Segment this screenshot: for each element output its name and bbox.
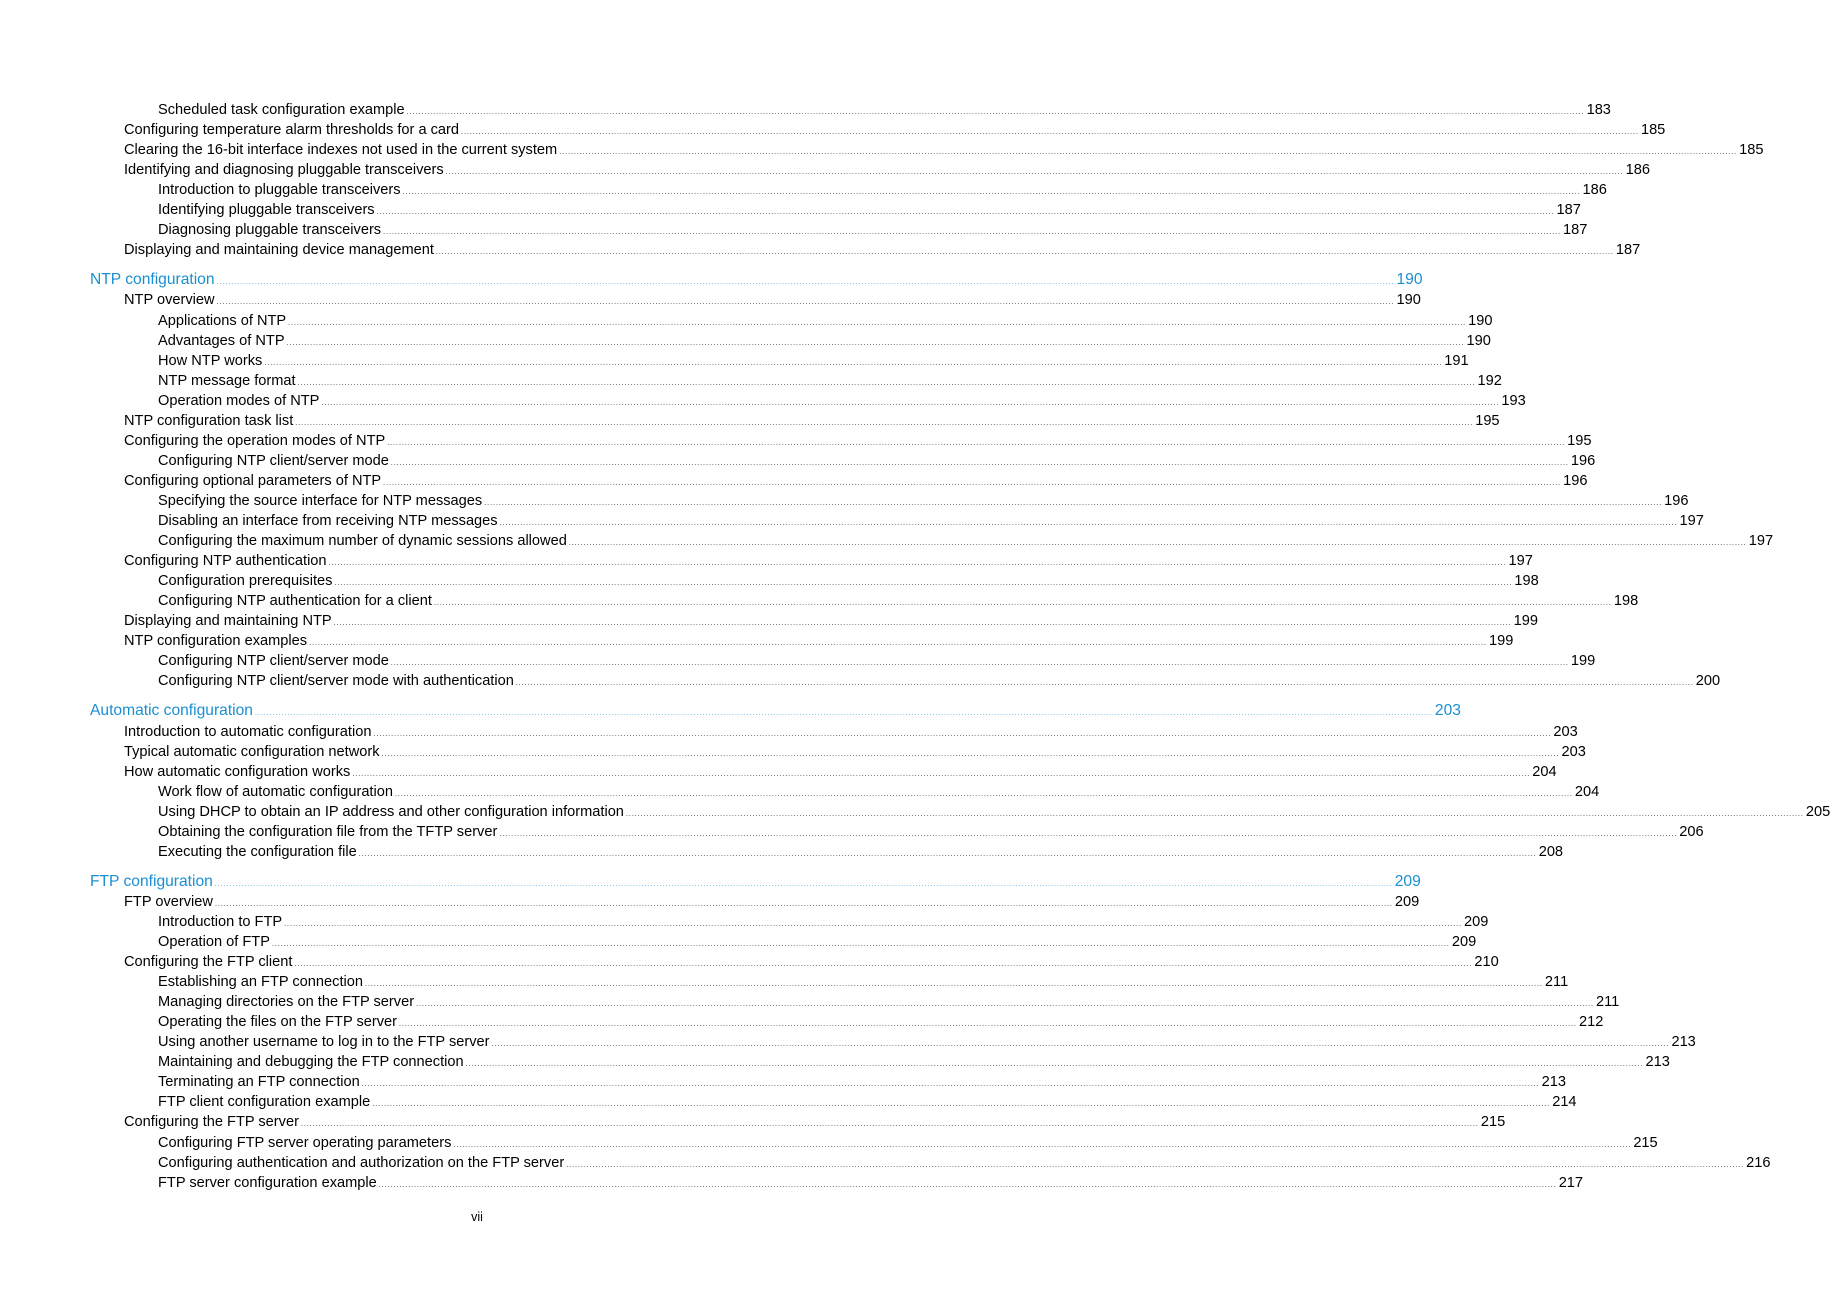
dot-leader: ................................................................................................................................................................................................................................................................................................................................................................................................................ [333, 620, 1512, 628]
dot-leader: ................................................................................................................................................................................................................................................................................................................................................................................................................ [416, 1001, 1594, 1009]
toc-entry-title: NTP configuration examples [124, 633, 308, 650]
dot-leader: ................................................................................................................................................................................................................................................................................................................................................................................................................ [435, 249, 1614, 257]
toc-entry-link[interactable] [124, 140, 1764, 160]
toc-entry-link[interactable] [158, 1173, 1584, 1193]
toc-entry-link[interactable] [124, 631, 1514, 651]
toc-entry-link[interactable] [124, 290, 1421, 310]
dot-leader: ................................................................................................................................................................................................................................................................................................................................................................................................................ [214, 880, 1393, 888]
toc-page-number: 197 [1679, 513, 1704, 529]
toc-page-number: 205 [1805, 803, 1830, 820]
dot-leader: ................................................................................................................................................................................................................................................................................................................................................................................................................ [214, 900, 1393, 908]
toc-page-number: 209 [1464, 913, 1489, 930]
toc-entry-title: Operation modes of NTP [158, 392, 320, 409]
dot-leader: ................................................................................................................................................................................................................................................................................................................................................................................................................ [361, 1081, 1540, 1089]
toc-chapter-link[interactable] [90, 872, 1421, 892]
dot-leader: ................................................................................................................................................................................................................................................................................................................................................................................................................ [566, 1161, 1745, 1169]
toc-page-number: 196 [1570, 452, 1596, 469]
toc-entry-title: Configuring temperature alarm thresholds for a card [124, 122, 460, 139]
dot-leader: ................................................................................................................................................................................................................................................................................................................................................................................................................ [390, 459, 1569, 467]
dot-leader: ................................................................................................................................................................................................................................................................................................................................................................................................................ [387, 439, 1566, 447]
toc-page-number: 213 [1645, 1054, 1670, 1071]
toc-page-number: 185 [1640, 122, 1666, 139]
toc-entry-title: NTP message format [158, 372, 296, 389]
toc-entry-title: FTP overview [124, 893, 213, 910]
toc-entry-title: Obtaining the configuration file from the TFTP server [158, 823, 498, 840]
toc-page-number: 190 [1466, 332, 1491, 349]
toc-page-number: 192 [1477, 372, 1502, 389]
toc-entry-link[interactable] [124, 411, 1500, 431]
toc-entry-title: FTP client configuration example [158, 1094, 371, 1111]
toc-entry-link[interactable] [158, 100, 1611, 120]
toc-page-number: 213 [1541, 1074, 1567, 1091]
toc-entry-link[interactable] [158, 531, 1774, 551]
toc-entry-title: Establishing an FTP connection [158, 974, 363, 991]
dot-leader: ................................................................................................................................................................................................................................................................................................................................................................................................................ [394, 790, 1573, 798]
toc-entry-title: Configuring NTP authentication [124, 553, 327, 570]
toc-entry-link[interactable] [158, 571, 1539, 591]
toc-entry-link[interactable] [158, 311, 1493, 331]
dot-leader: ................................................................................................................................................................................................................................................................................................................................................................................................................ [484, 499, 1663, 507]
toc-page-number: 199 [1570, 653, 1596, 670]
toc-entry-title: Configuring authentication and authorization on the FTP server [158, 1154, 565, 1171]
toc-entry-title: Configuring NTP client/server mode [158, 653, 389, 670]
toc-entry-link[interactable] [158, 371, 1502, 391]
toc-page-number: 210 [1474, 954, 1499, 971]
dot-leader: ................................................................................................................................................................................................................................................................................................................................................................................................................ [378, 1181, 1557, 1189]
toc-entry-title: Configuring NTP client/server mode [158, 452, 389, 469]
toc-entry-title: Maintaining and debugging the FTP connection [158, 1054, 464, 1071]
toc-entry-title: Using another username to log in to the FTP server [158, 1034, 490, 1051]
toc-entry-link[interactable] [124, 240, 1641, 260]
toc-page-number: 197 [1508, 553, 1533, 570]
toc-entry-link[interactable] [158, 1133, 1658, 1153]
toc-entry-title: FTP configuration [90, 872, 213, 890]
dot-leader: ................................................................................................................................................................................................................................................................................................................................................................................................................ [376, 209, 1555, 217]
dot-leader: ................................................................................................................................................................................................................................................................................................................................................................................................................ [352, 770, 1531, 778]
dot-leader: ................................................................................................................................................................................................................................................................................................................................................................................................................ [381, 750, 1560, 758]
toc-page-number: 215 [1480, 1114, 1506, 1131]
toc-entry-link[interactable] [124, 892, 1420, 912]
toc-entry-link[interactable] [158, 391, 1526, 411]
toc-page-number: 216 [1746, 1154, 1771, 1171]
toc-entry-link[interactable] [158, 992, 1620, 1012]
toc-entry-link[interactable] [124, 431, 1592, 451]
toc-page-number: 198 [1514, 573, 1539, 590]
toc-page-number: 208 [1538, 843, 1564, 860]
toc-page-number: 191 [1444, 352, 1469, 369]
dot-leader: ................................................................................................................................................................................................................................................................................................................................................................................................................ [433, 600, 1612, 608]
toc-page-number: 190 [1468, 312, 1493, 329]
toc-page-number: 199 [1513, 613, 1538, 630]
toc-entry-title: Typical automatic configuration network [124, 743, 380, 760]
toc-page-number: 190 [1396, 292, 1421, 309]
dot-leader: ................................................................................................................................................................................................................................................................................................................................................................................................................ [373, 730, 1552, 738]
toc-page-number: 203 [1434, 702, 1461, 720]
toc-page-number: 199 [1489, 633, 1514, 650]
toc-entry-title: Advantages of NTP [158, 332, 285, 349]
toc-page-number: 183 [1586, 102, 1611, 118]
toc-chapter-link[interactable] [90, 701, 1461, 721]
dot-leader: ................................................................................................................................................................................................................................................................................................................................................................................................................ [491, 1041, 1670, 1049]
dot-leader: ................................................................................................................................................................................................................................................................................................................................................................................................................ [390, 660, 1569, 668]
toc-entry-link[interactable] [158, 180, 1607, 200]
dot-leader: ................................................................................................................................................................................................................................................................................................................................................................................................................ [328, 560, 1507, 568]
toc-entry-link[interactable] [158, 1072, 1567, 1092]
toc-entry-link[interactable] [158, 972, 1569, 992]
toc-page-number: 187 [1556, 202, 1581, 219]
toc-page-number: 193 [1501, 392, 1526, 409]
toc-entry-link[interactable] [158, 511, 1704, 531]
dot-leader: ................................................................................................................................................................................................................................................................................................................................................................................................................ [499, 520, 1678, 527]
toc-entry-title: Introduction to automatic configuration [124, 723, 372, 740]
toc-entry-link[interactable] [158, 1052, 1670, 1072]
toc-entry-title: Diagnosing pluggable transceivers [158, 222, 382, 239]
toc-entry-title: Configuring FTP server operating parameters [158, 1134, 452, 1151]
toc-page-number: 187 [1563, 222, 1588, 239]
toc-entry-title: Configuring NTP client/server mode with authentication [158, 673, 514, 690]
toc-page-number: 196 [1563, 472, 1588, 489]
toc-entry-link[interactable] [158, 651, 1596, 671]
toc-entry-link[interactable] [158, 842, 1564, 862]
dot-leader: ................................................................................................................................................................................................................................................................................................................................................................................................................ [321, 399, 1500, 407]
dot-leader: ................................................................................................................................................................................................................................................................................................................................................................................................................ [271, 941, 1450, 948]
toc-page-number: 206 [1679, 823, 1704, 840]
toc-entry-link[interactable] [158, 671, 1721, 691]
toc-entry-title: Applications of NTP [158, 312, 287, 329]
toc-page-number: 203 [1553, 723, 1578, 740]
dot-leader: ................................................................................................................................................................................................................................................................................................................................................................................................................ [216, 299, 1395, 307]
toc-entry-link[interactable] [158, 451, 1596, 471]
toc-entry-link[interactable] [158, 591, 1639, 611]
dot-leader: ................................................................................................................................................................................................................................................................................................................................................................................................................ [288, 319, 1467, 327]
dot-leader: ................................................................................................................................................................................................................................................................................................................................................................................................................ [625, 810, 1804, 818]
dot-leader: ................................................................................................................................................................................................................................................................................................................................................................................................................ [286, 339, 1465, 347]
toc-entry-title: Displaying and maintaining device management [124, 242, 434, 259]
toc-entry-link[interactable] [158, 1032, 1696, 1052]
toc-entry-link[interactable] [124, 952, 1499, 972]
toc-entry-link[interactable] [124, 471, 1588, 491]
toc-entry-link[interactable] [158, 200, 1581, 220]
toc-entry-title: Configuring the FTP client [124, 954, 293, 971]
toc-entry-title: Work flow of automatic configuration [158, 783, 393, 800]
toc-entry-link[interactable] [158, 802, 1830, 822]
toc-page-number: 190 [1396, 271, 1423, 289]
dot-leader: ................................................................................................................................................................................................................................................................................................................................................................................................................ [445, 169, 1624, 177]
toc-page-number: 211 [1544, 974, 1569, 991]
toc-entry-title: Displaying and maintaining NTP [124, 613, 332, 630]
toc-entry-title: Executing the configuration file [158, 843, 357, 860]
toc-entry-title: Introduction to FTP [158, 913, 283, 930]
dot-leader: ................................................................................................................................................................................................................................................................................................................................................................................................................ [297, 379, 1476, 387]
toc-entry-link[interactable] [158, 1153, 1771, 1173]
toc-entry-title: Scheduled task configuration example [158, 102, 405, 118]
toc-entry-link[interactable] [124, 120, 1666, 140]
toc-entry-title: Disabling an interface from receiving NTP messages [158, 513, 498, 529]
toc-entry-title: Operation of FTP [158, 934, 270, 950]
dot-leader: ................................................................................................................................................................................................................................................................................................................................................................................................................ [216, 279, 1395, 287]
dot-leader: ................................................................................................................................................................................................................................................................................................................................................................................................................ [383, 229, 1562, 237]
toc-page-number: 217 [1558, 1174, 1584, 1191]
toc-entry-link[interactable] [158, 1092, 1577, 1112]
dot-leader: ................................................................................................................................................................................................................................................................................................................................................................................................................ [465, 1061, 1644, 1069]
toc-entry-link[interactable] [158, 331, 1491, 351]
dot-leader: ................................................................................................................................................................................................................................................................................................................................................................................................................ [461, 129, 1639, 137]
toc-page-number: 196 [1664, 492, 1689, 509]
toc-entry-title: FTP server configuration example [158, 1174, 377, 1191]
dot-leader: ................................................................................................................................................................................................................................................................................................................................................................................................................ [309, 640, 1487, 648]
dot-leader: ................................................................................................................................................................................................................................................................................................................................................................................................................ [453, 1141, 1632, 1149]
dot-leader: ................................................................................................................................................................................................................................................................................................................................................................................................................ [406, 109, 1585, 116]
toc-page-number: 209 [1394, 872, 1421, 890]
toc-entry-title: Automatic configuration [90, 702, 253, 720]
toc-entry-title: NTP configuration task list [124, 412, 294, 429]
dot-leader: ................................................................................................................................................................................................................................................................................................................................................................................................................ [568, 540, 1747, 548]
dot-leader: ................................................................................................................................................................................................................................................................................................................................................................................................................ [499, 830, 1678, 838]
toc-page-number: 197 [1748, 533, 1774, 550]
dot-leader: ................................................................................................................................................................................................................................................................................................................................................................................................................ [300, 1121, 1479, 1129]
dot-leader: ................................................................................................................................................................................................................................................................................................................................................................................................................ [334, 580, 1513, 588]
toc-page-number: 203 [1561, 743, 1586, 760]
dot-leader: ................................................................................................................................................................................................................................................................................................................................................................................................................ [284, 920, 1463, 928]
dot-leader: ................................................................................................................................................................................................................................................................................................................................................................................................................ [264, 359, 1443, 367]
dot-leader: ................................................................................................................................................................................................................................................................................................................................................................................................................ [372, 1101, 1551, 1109]
toc-page-number: 198 [1613, 593, 1639, 610]
toc-page-number: 214 [1552, 1094, 1577, 1111]
toc-entry-title: Operating the files on the FTP server [158, 1014, 398, 1031]
toc-page-number: 186 [1582, 182, 1607, 199]
toc-entry-link[interactable] [124, 551, 1533, 571]
toc-page-number: 195 [1567, 432, 1592, 449]
toc-entry-link[interactable] [158, 351, 1469, 371]
toc-entry-link[interactable] [158, 220, 1588, 240]
toc-page-number: 209 [1394, 893, 1420, 910]
toc-entry-link[interactable] [158, 491, 1689, 511]
toc-entry-title: Configuring NTP authentication for a client [158, 593, 432, 610]
toc-entry-link[interactable] [158, 782, 1600, 802]
toc-page-number: 195 [1475, 412, 1500, 429]
toc-page-number: 215 [1633, 1134, 1658, 1151]
toc-chapter-link[interactable] [90, 270, 1423, 290]
toc-entry-link[interactable] [124, 1112, 1506, 1132]
toc-entry-title: How NTP works [158, 352, 263, 369]
toc-page-number: 211 [1596, 994, 1620, 1011]
toc-entry-title: NTP overview [124, 292, 215, 309]
toc-page-number: 187 [1615, 242, 1641, 259]
dot-leader: ................................................................................................................................................................................................................................................................................................................................................................................................................ [364, 981, 1543, 989]
toc-entry-link[interactable] [124, 722, 1578, 742]
dot-leader: ................................................................................................................................................................................................................................................................................................................................................................................................................ [294, 961, 1473, 969]
toc-entry-title: Specifying the source interface for NTP messages [158, 492, 483, 509]
toc-entry-link[interactable] [124, 611, 1538, 631]
toc-entry-title: Configuration prerequisites [158, 573, 333, 590]
toc-page-number: 204 [1574, 783, 1600, 800]
toc-entry-link[interactable] [124, 742, 1586, 762]
toc-entry-link[interactable] [158, 932, 1477, 952]
dot-leader: ................................................................................................................................................................................................................................................................................................................................................................................................................ [295, 419, 1474, 427]
toc-entry-link[interactable] [124, 160, 1650, 180]
toc-entry-title: NTP configuration [90, 271, 215, 289]
toc-entry-title: Identifying and diagnosing pluggable transceivers [124, 162, 444, 179]
dot-leader: ................................................................................................................................................................................................................................................................................................................................................................................................................ [358, 850, 1537, 858]
toc-entry-title: Managing directories on the FTP server [158, 994, 415, 1011]
toc-page-number: 204 [1532, 763, 1557, 780]
toc-page-number: 209 [1451, 934, 1477, 950]
toc-page-number: 212 [1578, 1014, 1604, 1031]
dot-leader: ................................................................................................................................................................................................................................................................................................................................................................................................................ [515, 680, 1694, 688]
toc-entry-link[interactable] [158, 1012, 1604, 1032]
toc-entry-title: Using DHCP to obtain an IP address and other configuration information [158, 803, 624, 820]
toc-page-number: 185 [1739, 142, 1764, 159]
dot-leader: ................................................................................................................................................................................................................................................................................................................................................................................................................ [383, 479, 1562, 487]
toc-entry-title: Identifying pluggable transceivers [158, 202, 375, 219]
toc-entry-title: Terminating an FTP connection [158, 1074, 360, 1091]
dot-leader: ................................................................................................................................................................................................................................................................................................................................................................................................................ [402, 189, 1581, 197]
toc-entry-title: How automatic configuration works [124, 763, 351, 780]
toc-entry-link[interactable] [124, 762, 1557, 782]
toc-entry-title: Introduction to pluggable transceivers [158, 182, 401, 199]
page-number: vii [471, 1210, 483, 1224]
toc-entry-link[interactable] [158, 912, 1489, 932]
toc-entry-title: Configuring the operation modes of NTP [124, 432, 386, 449]
dot-leader: ................................................................................................................................................................................................................................................................................................................................................................................................................ [399, 1021, 1577, 1029]
toc-page-number: 186 [1625, 162, 1650, 179]
dot-leader: ................................................................................................................................................................................................................................................................................................................................................................................................................ [559, 149, 1738, 157]
toc-entry-title: Configuring the maximum number of dynamic sessions allowed [158, 533, 567, 550]
toc-page-number: 213 [1671, 1034, 1696, 1051]
toc-page-number: 200 [1695, 673, 1721, 690]
dot-leader: ................................................................................................................................................................................................................................................................................................................................................................................................................ [254, 710, 1433, 718]
toc-entry-title: Configuring optional parameters of NTP [124, 472, 382, 489]
toc-entry-title: Clearing the 16-bit interface indexes not used in the current system [124, 142, 558, 159]
toc-entry-title: Configuring the FTP server [124, 1114, 299, 1131]
toc-entry-link[interactable] [158, 822, 1704, 842]
